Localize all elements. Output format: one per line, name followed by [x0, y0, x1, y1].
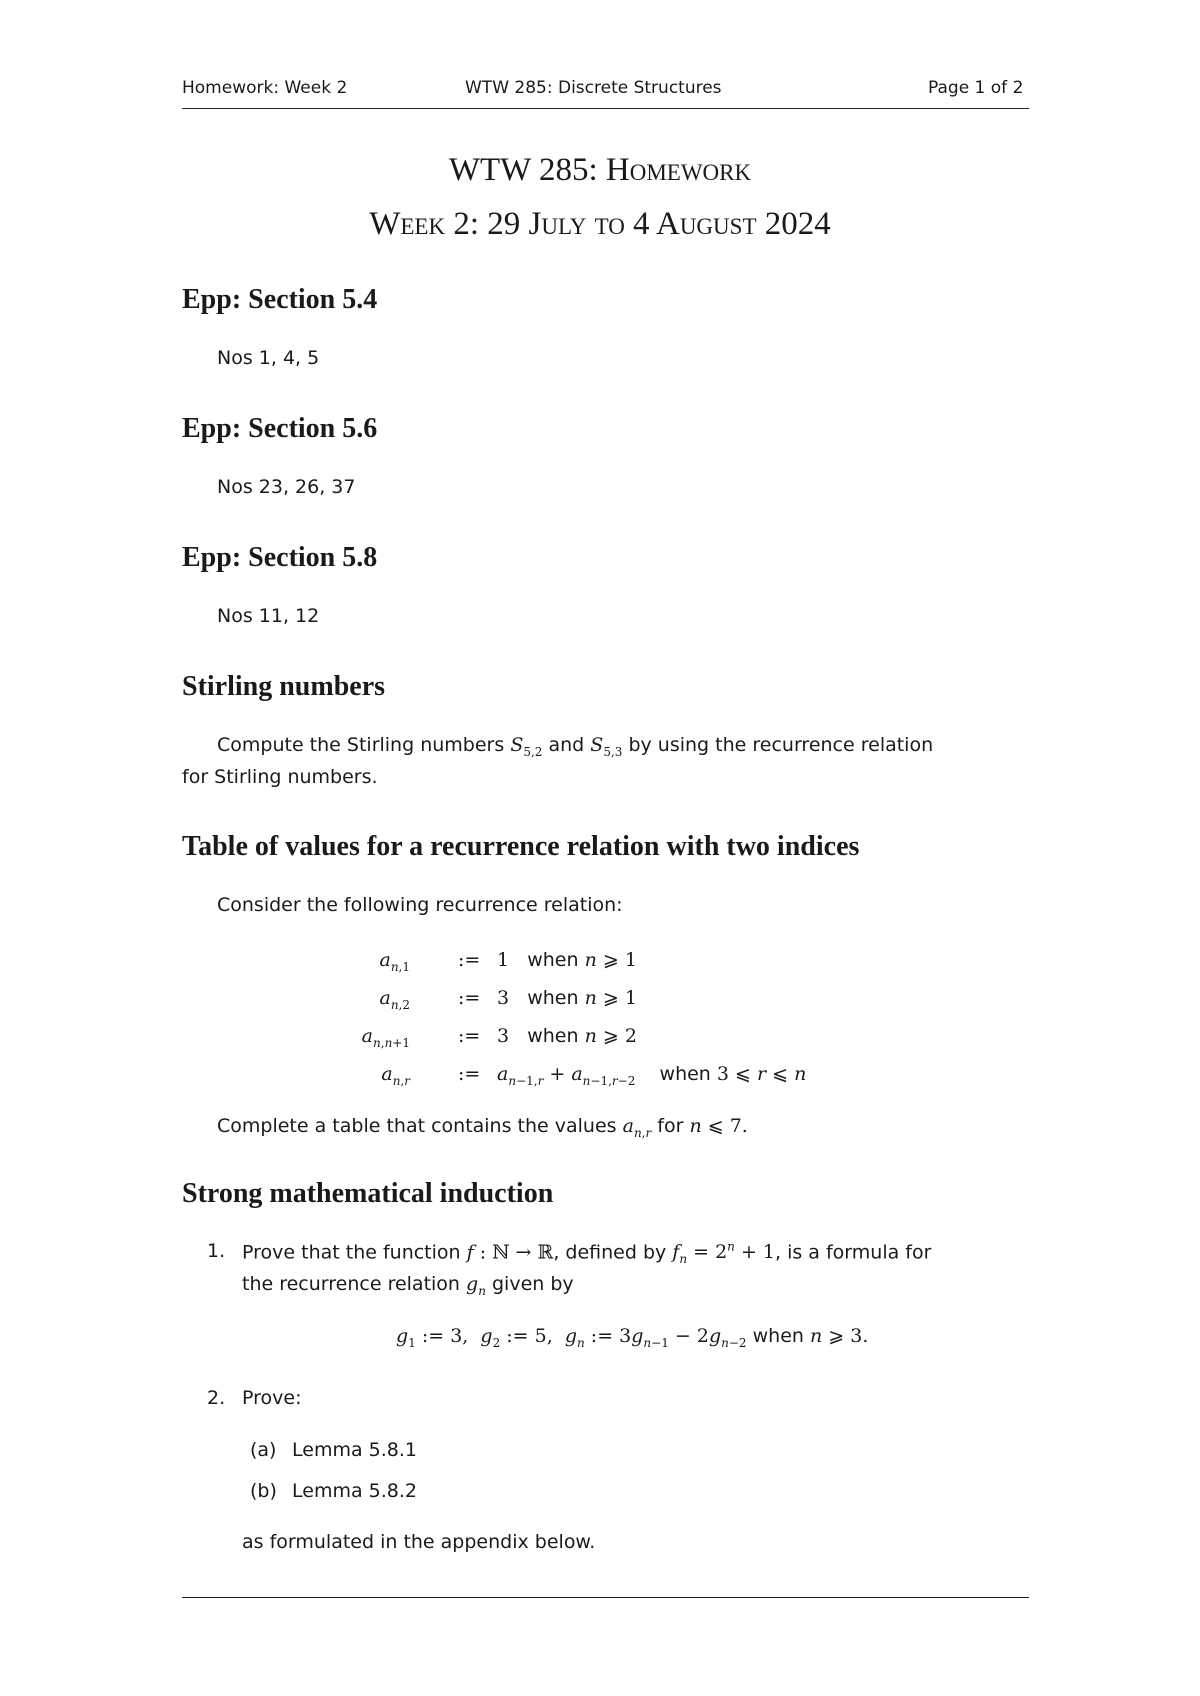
recurrence-lhs: $a_{n,1}$ [379, 949, 410, 974]
recurrence-op: := [458, 949, 481, 971]
induction-item1-line2: the recurrence relation $g_n$ given by [242, 1273, 574, 1298]
induction-equation: $g_1$ := 3, $g_2$ := 5, $g_n$ := $3g_{n-1} - 2g_{n-2}$ when n ⩾ 3. [396, 1325, 869, 1350]
header-rule [182, 108, 1029, 109]
recurrence-op: := [458, 1063, 481, 1085]
recurrence-rhs: 3 when n ⩾ 1 [497, 987, 637, 1009]
footer-rule [182, 1597, 1029, 1598]
stirling-line2: for Stirling numbers. [182, 766, 378, 788]
section-heading: Strong mathematical induction [182, 1178, 554, 1209]
recurrence-lhs: $a_{n,2}$ [379, 987, 410, 1012]
page-title: WTW 285: Homework [448, 152, 752, 188]
sublist-item: Lemma 5.8.2 [292, 1480, 417, 1502]
list-number: 2. [207, 1387, 226, 1409]
sublist-marker: (b) [250, 1480, 277, 1502]
section-body: Nos 23, 26, 37 [217, 476, 356, 498]
section-body: Nos 1, 4, 5 [217, 347, 320, 369]
recurrence-op: := [458, 987, 481, 1009]
section-heading: Stirling numbers [182, 671, 386, 702]
stirling-text-and: and [548, 734, 585, 756]
stirling-text-1: Compute the Stirling numbers [217, 734, 505, 756]
stirling-symbol-s53: $S_{5,3}$ [590, 734, 623, 759]
section-heading: Epp: Section 5.6 [182, 413, 378, 444]
stirling-paragraph [217, 734, 1029, 759]
recurrence-lhs: $a_{n,n+1}$ [361, 1025, 410, 1050]
recurrence-op: := [458, 1025, 481, 1047]
list-number: 1. [207, 1240, 226, 1262]
sublist-item: Lemma 5.8.1 [292, 1439, 417, 1461]
recurrence-rhs: 1 when n ⩾ 1 [497, 949, 637, 971]
section-heading: Epp: Section 5.8 [182, 542, 378, 573]
recurrence-rhs: $a_{n-1,r} + a_{n-1,r-2}$ when 3 ⩽ r ⩽ n [497, 1063, 807, 1088]
section-heading: Epp: Section 5.4 [182, 284, 378, 315]
recurrence-intro: Consider the following recurrence relation: [217, 894, 623, 916]
induction-outro: as formulated in the appendix below. [242, 1531, 596, 1553]
recurrence-outro: Complete a table that contains the values $a_{n,r}$ for n ⩽ 7. [217, 1115, 748, 1140]
stirling-text-2: by using the recurrence relation [628, 734, 934, 756]
recurrence-lhs: $a_{n,r}$ [381, 1063, 410, 1088]
header-right: Page 1 of 2 [928, 78, 1024, 98]
section-body: Nos 11, 12 [217, 605, 320, 627]
stirling-symbol-s52: $S_{5,2}$ [510, 734, 543, 759]
header-left: Homework: Week 2 [182, 78, 348, 98]
induction-item1-line1: Prove that the function f : ℕ → ℝ, defined by $f_n = 2^n + 1$, is a formula for [242, 1240, 932, 1267]
page-subtitle: Week 2: 29 July to 4 August 2024 [369, 206, 831, 242]
recurrence-rhs: 3 when n ⩾ 2 [497, 1025, 637, 1047]
header-center: WTW 285: Discrete Structures [465, 78, 722, 98]
induction-item2-label: Prove: [242, 1387, 302, 1409]
sublist-marker: (a) [250, 1439, 277, 1461]
section-heading: Table of values for a recurrence relation with two indices [182, 831, 860, 862]
